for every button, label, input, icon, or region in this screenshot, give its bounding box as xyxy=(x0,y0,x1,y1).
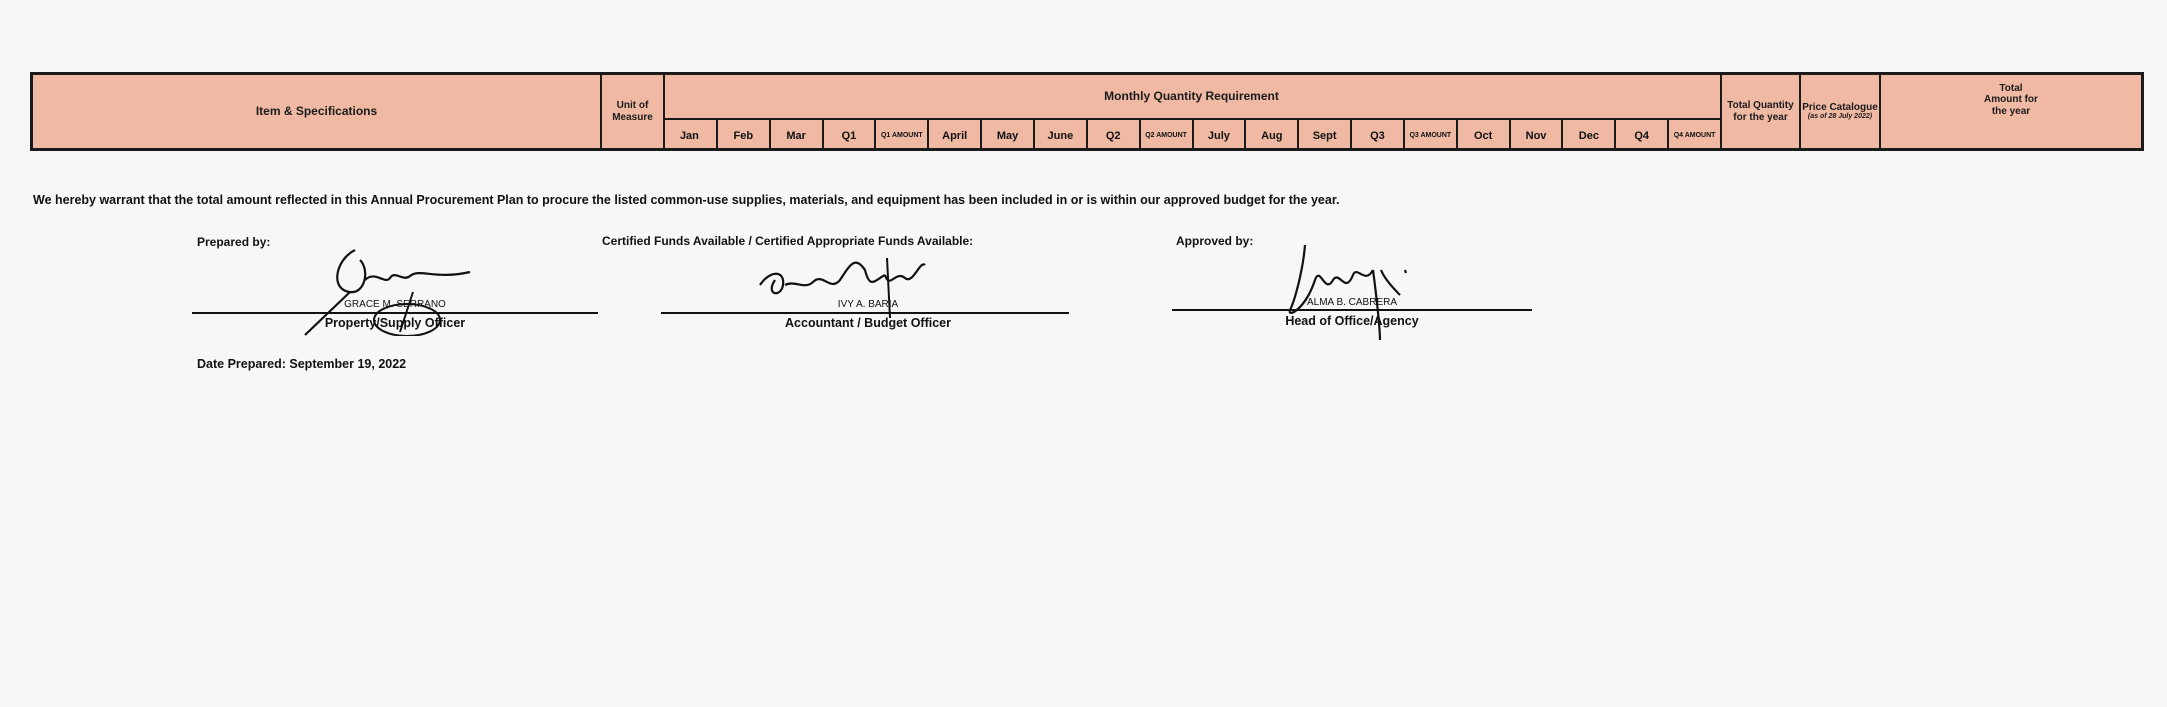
month-column-header: May xyxy=(980,120,1033,151)
procurement-plan-header-table xyxy=(30,72,2144,151)
approved-by-label: Approved by: xyxy=(1176,234,1254,248)
month-column-header: Q3 xyxy=(1350,120,1403,151)
month-column-header: July xyxy=(1192,120,1245,151)
approved-name: ALMA B. CABRERA xyxy=(1306,297,1398,308)
approved-signature-line xyxy=(1172,309,1532,311)
certified-name: IVY A. BARIA xyxy=(837,299,899,310)
total-quantity-header: Total Quantity for the year xyxy=(1727,100,1794,123)
prepared-signature-line xyxy=(192,312,598,314)
price-catalogue-label: Price Catalogue xyxy=(1802,101,1878,113)
month-column-header: Mar xyxy=(769,120,822,151)
date-prepared: Date Prepared: September 19, 2022 xyxy=(197,357,407,371)
month-columns-row xyxy=(663,118,1720,151)
month-column-header: Feb xyxy=(716,120,769,151)
price-catalogue-note: (as of 28 July 2022) xyxy=(1807,113,1873,121)
certified-signature-line xyxy=(661,312,1069,314)
monthly-quantity-requirement-header: Monthly Quantity Requirement xyxy=(1104,88,1279,103)
month-column-header: Q2 AMOUNT xyxy=(1139,120,1192,151)
month-column-header: April xyxy=(927,120,980,151)
month-column-header: Nov xyxy=(1509,120,1562,151)
unit-of-measure-header: Unit of Measure xyxy=(612,100,653,123)
approved-signature-icon xyxy=(1285,240,1415,345)
price-catalogue-header xyxy=(1801,75,1879,148)
item-specifications-header: Item & Specifications xyxy=(255,103,378,118)
certified-funds-label: Certified Funds Available / Certified Appropriate Funds Available: xyxy=(602,234,974,248)
month-column-header: Sept xyxy=(1297,120,1350,151)
certified-role: Accountant / Budget Officer xyxy=(785,316,951,330)
prepared-by-label: Prepared by: xyxy=(197,235,271,249)
warranty-statement: We hereby warrant that the total amount reflected in this Annual Procurement Plan to procure the listed common-use supplies, materials, and equipment has been included in or is within our approved budget for the year. xyxy=(33,193,1340,207)
month-column-header: Oct xyxy=(1456,120,1509,151)
month-column-header: Q4 xyxy=(1614,120,1667,151)
prepared-name: GRACE M. SERRANO xyxy=(344,299,446,310)
month-column-header: Q2 xyxy=(1086,120,1139,151)
month-column-header: June xyxy=(1033,120,1086,151)
month-column-header: Q1 xyxy=(822,120,875,151)
total-amount-header: Total Amount for the year xyxy=(1984,82,2038,117)
prepared-role: Property/Supply Officer xyxy=(324,316,466,330)
month-column-header: Aug xyxy=(1244,120,1297,151)
approved-role: Head of Office/Agency xyxy=(1285,314,1419,328)
month-column-header: Q3 AMOUNT xyxy=(1403,120,1456,151)
month-column-header: Q4 AMOUNT xyxy=(1667,120,1720,151)
month-column-header: Dec xyxy=(1561,120,1614,151)
month-column-header: Q1 AMOUNT xyxy=(874,120,927,151)
month-column-header: Jan xyxy=(679,129,699,142)
